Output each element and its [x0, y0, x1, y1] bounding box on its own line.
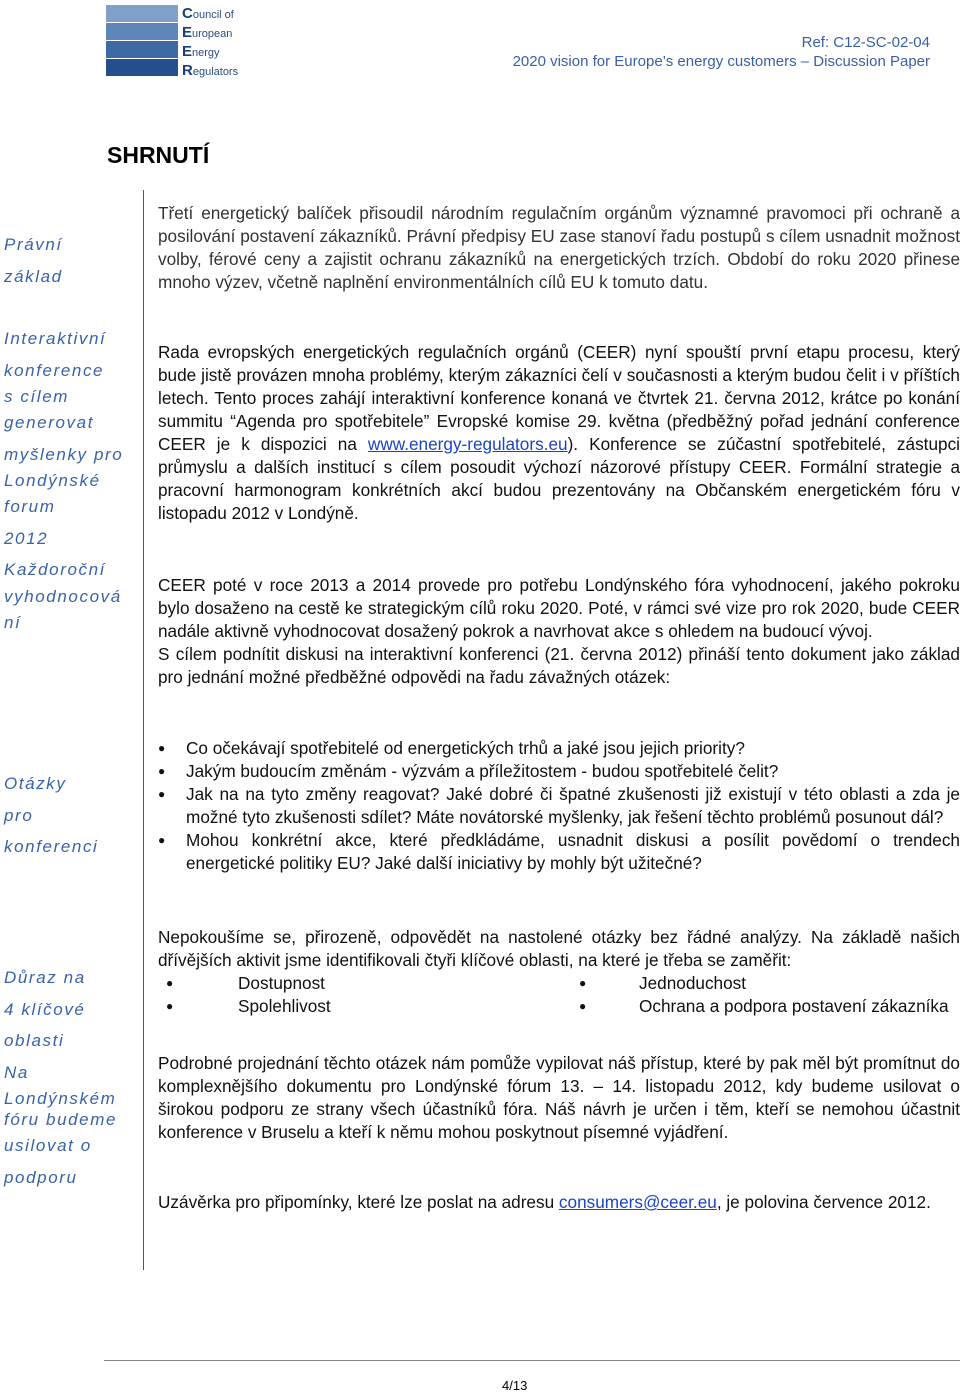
sidebar-line: Právní — [4, 235, 63, 254]
sidebar-line: 4 klíčové — [4, 999, 86, 1019]
key-area-item: ● Ochrana a podpora postavení zákazníka — [559, 995, 960, 1018]
sidebar-note-conference — [4, 323, 138, 638]
sidebar-line: oblasti — [4, 1031, 65, 1050]
sidebar-line: s cílem — [4, 387, 70, 406]
sidebar-line: forum — [4, 497, 56, 516]
key-areas-list — [158, 972, 960, 1018]
text-run: ). Konference se zúčastní spotřebitelé, zástupci průmyslu a dalších institucí s cílem posoudit výchozí názorové přístupy CEER. Formální strategie a pracovní harmonogram konkrétních akcí budou prezentovány na Občanském energetickém fóru v listopadu 2012 v Londýně. — [158, 434, 960, 523]
text-run: Rada evropských energetických regulačních orgánů (CEER) nyní spouští první etapu procesu, který bude jistě provázen mnoha problémy, kterým zákazníci čelí v současnosti a kterým budou čelit i v příštích letech. Tento proces zahájí interaktivní konference konaná ve čtvrtek 21. června 2012, krátce po konání summitu “Agenda pro spotřebitele” Evropské komise 29. května (předběžný pořad jednání conference CEER je k dispozici na — [158, 342, 960, 454]
sidebar-line: Londýnské — [4, 471, 101, 490]
ceer-logo — [106, 5, 246, 77]
consumers-email-link[interactable]: consumers@ceer.eu — [558, 1192, 717, 1212]
question-item: ● Mohou konkrétní akce, které předkládáme, usnadnit diskusi a posílit povědomí o trendech energetické politiky EU? Jaké další iniciativy by mohly být užitečné? — [158, 829, 960, 875]
sidebar-line: Důraz na — [4, 968, 86, 987]
sidebar-line: Na — [4, 1062, 29, 1082]
paragraph-text: CEER poté v roce 2013 a 2014 provede pro potřebu Londýnského fóra vyhodnocení, jakého pokroku bylo dosaženo na cestě ke strategickým cílů roku 2020. Poté, v rámci své vize pro rok 2020, bude CEER nadále aktivně vyhodnocovat dosažený pokrok a navrhovat akce s ohledem na budoucí vývoj. — [158, 575, 960, 641]
reference-code: Ref: C12-SC-02-04 — [801, 34, 930, 51]
document-subtitle: 2020 vision for Europe’s energy customers – Discussion Paper — [512, 53, 930, 70]
paragraph-text — [158, 341, 960, 525]
sidebar-line: základ — [4, 266, 63, 286]
paragraph-text — [158, 1191, 960, 1214]
sidebar-line: myšlenky pro — [4, 444, 124, 464]
question-item: ● Jakým budoucím změnám - výzvám a příležitostem - budou spotřebitelé čelit? — [158, 760, 960, 783]
footer-divider — [104, 1360, 960, 1361]
question-item: ● Jak na na tyto změny reagovat? Jaké dobré či špatné zkušenosti již existují v této oblasti a zda je možné tyto zkušenosti sdílet? Máte novátorské myšlenky, jak řešení těchto problémů posunout dál? — [158, 783, 960, 829]
page-title: SHRNUTÍ — [107, 142, 210, 168]
sidebar-line: konference — [4, 360, 105, 380]
paragraph-text: S cílem podnítit diskusi na interaktivní konferenci (21. června 2012) přináší tento dokument jako základ pro jednání možné předběžné odpovědi na řadu závažných otázek: — [158, 644, 960, 687]
question-item: ● Co očekávají spotřebitelé od energetických trhů a jaké jsou jejich priority? — [158, 737, 960, 760]
sidebar-line: podporu — [4, 1167, 78, 1187]
logo-square — [106, 41, 178, 58]
energy-regulators-link[interactable]: www.energy-regulators.eu — [367, 434, 568, 454]
paragraph-legal-basis — [158, 202, 960, 294]
paragraph-deadline — [158, 1191, 960, 1214]
paragraph-key-areas — [158, 926, 960, 1018]
sidebar-line: ní — [4, 612, 22, 632]
document-reference — [513, 33, 930, 71]
paragraph-text: Třetí energetický balíček přisoudil národním regulačním orgánům významné pravomoci při ochraně a posilování postavení zákazníků. Právní předpisy EU zase stanoví řadu postupů s cílem usnadnit možnost volby, férové ceny a zajistit ochranu zákazníků na energetických trzích. Období do roku 2020 přinese mnoho výzev, včetně naplnění environmentálních cílů EU k tomuto datu. — [158, 203, 960, 292]
paragraph-evaluation — [158, 574, 960, 689]
paragraph-text: Podrobné projednání těchto otázek nám pomůže vypilovat náš přístup, které by pak měl být promítnut do komplexnějšího dokumentu pro Londýnské fórum 13. – 14. listopadu 2012, kdy budeme usilovat o širokou podporu ze strany všech účastníků fóra. Náš návrh je určen i těm, kteří se nemohou účastnit konference v Bruselu a kteří k němu mohou poskytnout písemné vyjádření. — [158, 1053, 960, 1142]
sidebar-line: Interaktivní — [4, 329, 107, 348]
sidebar-note-questions — [4, 768, 138, 863]
logo-square — [106, 23, 178, 40]
logo-text: Council of European Energy Regulators — [182, 5, 239, 79]
key-area-item: ● Jednoduchost — [559, 972, 960, 995]
sidebar-line: Londýnském — [4, 1089, 117, 1108]
sidebar-line: pro — [4, 805, 34, 825]
paragraph-text: Nepokoušíme se, přirozeně, odpovědět na nastolené otázky bez řádné analýzy. Na základě našich dřívějších aktivit jsme identifikovali čtyři klíčové oblasti, na které je třeba se zaměřit: — [158, 927, 960, 970]
text-run: , je polovina července 2012. — [716, 1192, 931, 1212]
sidebar-line: 2012 — [4, 528, 49, 548]
logo-square — [106, 59, 178, 76]
paragraph-london-forum — [158, 1052, 960, 1144]
sidebar-line: usilovat o — [4, 1136, 92, 1155]
question-list — [158, 737, 960, 875]
sidebar-note-legal-basis — [4, 229, 138, 292]
sidebar-line: fóru budeme — [4, 1110, 118, 1129]
sidebar-line: generovat — [4, 413, 95, 432]
logo-square — [106, 5, 178, 22]
paragraph-ceer-process — [158, 341, 960, 525]
sidebar-line: konferenci — [4, 837, 99, 856]
page-number: 4/13 — [502, 1378, 528, 1393]
key-area-item: ● Dostupnost — [158, 972, 559, 995]
sidebar-line: vyhodnocová — [4, 586, 122, 606]
sidebar-note-key-areas — [4, 962, 138, 1193]
text-run: Uzávěrka pro připomínky, které lze poslat na adresu — [158, 1192, 559, 1212]
sidebar-line: Každoroční — [4, 560, 106, 579]
sidebar-divider — [143, 190, 144, 1270]
sidebar-line: Otázky — [4, 774, 67, 793]
key-area-item: ● Spolehlivost — [158, 995, 559, 1018]
